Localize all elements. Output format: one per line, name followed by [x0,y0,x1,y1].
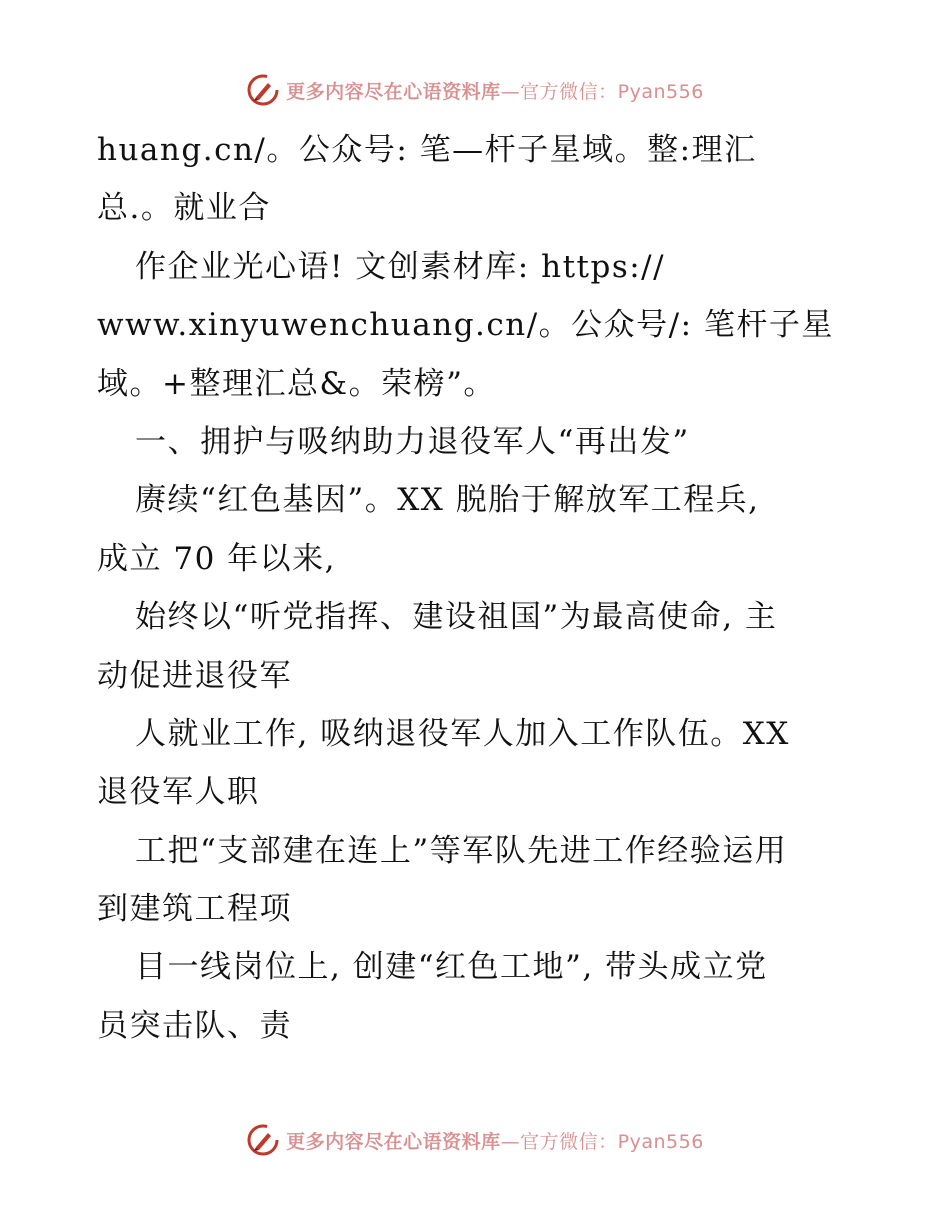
body-line-12: 退役军人职 [97,774,260,811]
footer-banner-dash: — [500,1130,521,1153]
pen-seal-icon [246,1123,280,1157]
header-banner-text [286,77,704,104]
body-line-2: 总.。就业合 [97,190,271,227]
footer-banner-text [286,1127,704,1154]
body-line-1: huang.cn/。公众号: 笔—杆子星域。整:理汇 [97,132,757,168]
body-line-16: 员突击队、责 [97,1007,292,1044]
body-line-14: 到建筑工程项 [97,891,292,928]
footer-banner-inner [246,1123,704,1157]
pen-seal-icon [246,73,280,107]
header-banner-main: 更多内容尽在心语资料库 [286,80,501,103]
footer-banner-wechat: 官方微信：Pyan556 [520,1130,704,1153]
body-line-11: 人就业工作, 吸纳退役军人加入工作队伍。XX [135,715,790,752]
body-line-10: 动促进退役军 [97,657,292,694]
body-line-7: 赓续“红色基因”。XX 脱胎于解放军工程兵, [135,482,760,519]
body-line-3: 作企业光心语! 文创素材库: https:// [135,248,666,285]
header-banner [0,70,950,110]
body-line-9: 始终以“听党指挥、建设祖国”为最高使命, 主 [135,599,778,636]
body-line-5: 域。+整理汇总&。荣榜”。 [97,365,496,402]
header-banner-wechat: 官方微信：Pyan556 [520,80,704,103]
footer-banner-main: 更多内容尽在心语资料库 [286,1130,501,1153]
section-heading: 一、拥护与吸纳助力退役军人“再出发” [135,423,690,460]
body-line-4: www.xinyuwenchuang.cn/。公众号/: 笔杆子星 [97,307,834,344]
document-body [97,121,857,1055]
header-banner-dash: — [500,80,521,103]
body-line-15: 目一线岗位上, 创建“红色工地”, 带头成立党 [135,949,768,986]
body-line-8: 成立 70 年以来, [97,540,337,577]
body-line-13: 工把“支部建在连上”等军队先进工作经验运用 [135,832,788,869]
header-banner-inner [246,73,704,107]
footer-banner [0,1120,950,1160]
